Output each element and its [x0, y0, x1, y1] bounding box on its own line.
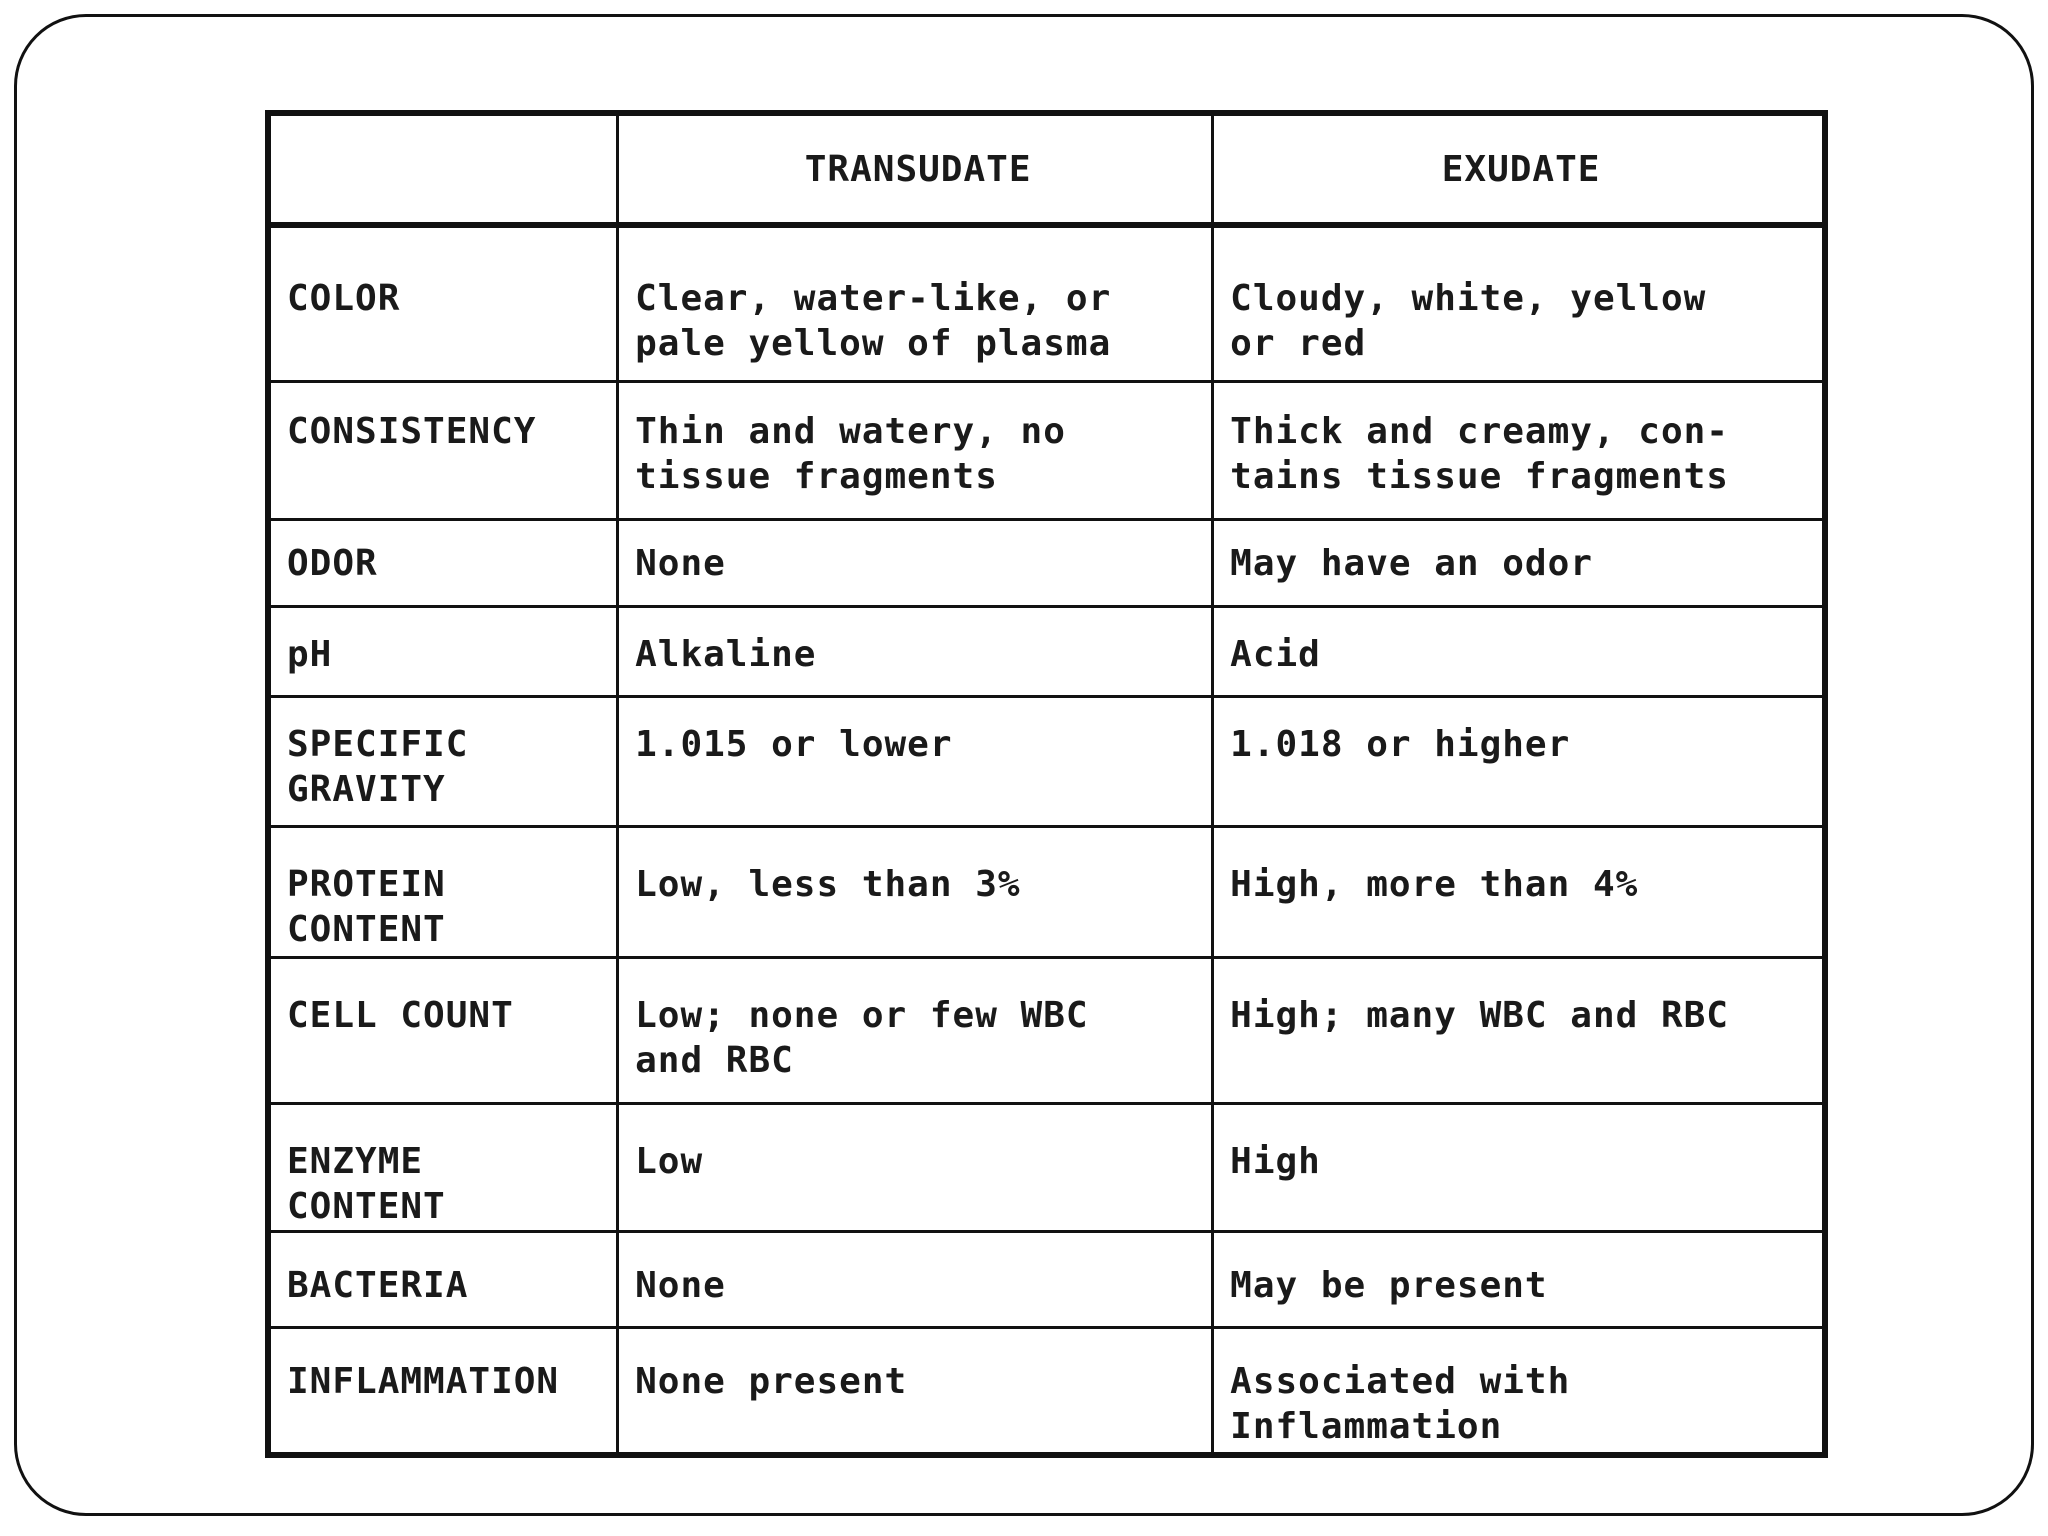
exudate-text: Thick and creamy, con- tains tissue fragments [1230, 410, 1729, 497]
row-label [268, 826, 618, 957]
transudate-text: Low, less than 3% [635, 863, 1021, 905]
exudate-text: High [1230, 1140, 1321, 1182]
row-label [268, 381, 618, 519]
transudate-text: None present [635, 1360, 908, 1402]
transudate-text: 1.015 or lower [635, 723, 953, 765]
transudate-cell [618, 381, 1213, 519]
transudate-text: Thin and watery, no tissue fragments [635, 410, 1066, 497]
transudate-text: Low [635, 1140, 704, 1182]
row-label-text: PROTEIN CONTENT [287, 863, 446, 950]
row-label-text: ODOR [287, 542, 378, 584]
table-row [268, 1327, 1825, 1455]
exudate-text: Acid [1230, 633, 1321, 675]
exudate-text: High; many WBC and RBC [1230, 994, 1729, 1036]
transudate-cell [618, 826, 1213, 957]
transudate-text: None [635, 1264, 726, 1306]
row-label [268, 957, 618, 1103]
transudate-text: None [635, 542, 726, 584]
table-row [268, 1231, 1825, 1327]
transudate-cell [618, 606, 1213, 696]
exudate-cell [1213, 1103, 1825, 1231]
exudate-text: May have an odor [1230, 542, 1593, 584]
exudate-cell [1213, 606, 1825, 696]
header-cell-empty [268, 113, 618, 225]
transudate-cell [618, 1327, 1213, 1455]
row-label-text: ENZYME CONTENT [287, 1140, 446, 1227]
exudate-cell [1213, 225, 1825, 381]
header-transudate: TRANSUDATE [618, 113, 1213, 225]
row-label [268, 1231, 618, 1327]
table-row [268, 1103, 1825, 1231]
exudate-text: High, more than 4% [1230, 863, 1639, 905]
transudate-cell [618, 696, 1213, 826]
row-label [268, 696, 618, 826]
exudate-cell [1213, 957, 1825, 1103]
exudate-cell [1213, 696, 1825, 826]
transudate-cell [618, 1103, 1213, 1231]
transudate-text: Low; none or few WBC and RBC [635, 994, 1089, 1081]
exudate-cell [1213, 1327, 1825, 1455]
row-label [268, 606, 618, 696]
row-label-text: INFLAMMATION [287, 1360, 560, 1402]
exudate-text: Associated with Inflammation [1230, 1360, 1571, 1447]
transudate-text: Clear, water-like, or pale yellow of plasma [635, 278, 1112, 364]
row-label-text: pH [287, 633, 333, 675]
row-label [268, 225, 618, 381]
table-row [268, 696, 1825, 826]
row-label [268, 1327, 618, 1455]
table-header-row [268, 113, 1825, 225]
exudate-cell [1213, 826, 1825, 957]
transudate-text: Alkaline [635, 633, 817, 675]
exudate-text: May be present [1230, 1264, 1548, 1306]
table-row [268, 957, 1825, 1103]
transudate-cell [618, 957, 1213, 1103]
table-row [268, 519, 1825, 606]
exudate-text: Cloudy, white, yellow or red [1230, 278, 1707, 364]
row-label-text: COLOR [287, 278, 401, 319]
table-row [268, 381, 1825, 519]
header-exudate: EXUDATE [1213, 113, 1825, 225]
row-label-text: CELL COUNT [287, 994, 514, 1036]
transudate-cell [618, 519, 1213, 606]
row-label-text: SPECIFIC GRAVITY [287, 723, 469, 810]
exudate-cell [1213, 1231, 1825, 1327]
comparison-table [265, 110, 1828, 1458]
row-label-text: BACTERIA [287, 1264, 469, 1306]
table-row [268, 606, 1825, 696]
row-label [268, 519, 618, 606]
exudate-cell [1213, 381, 1825, 519]
exudate-cell [1213, 519, 1825, 606]
table-row [268, 225, 1825, 381]
table-row [268, 826, 1825, 957]
row-label [268, 1103, 618, 1231]
exudate-text: 1.018 or higher [1230, 723, 1571, 765]
row-label-text: CONSISTENCY [287, 410, 537, 452]
slide-frame [14, 14, 2034, 1516]
transudate-cell [618, 225, 1213, 381]
transudate-cell [618, 1231, 1213, 1327]
